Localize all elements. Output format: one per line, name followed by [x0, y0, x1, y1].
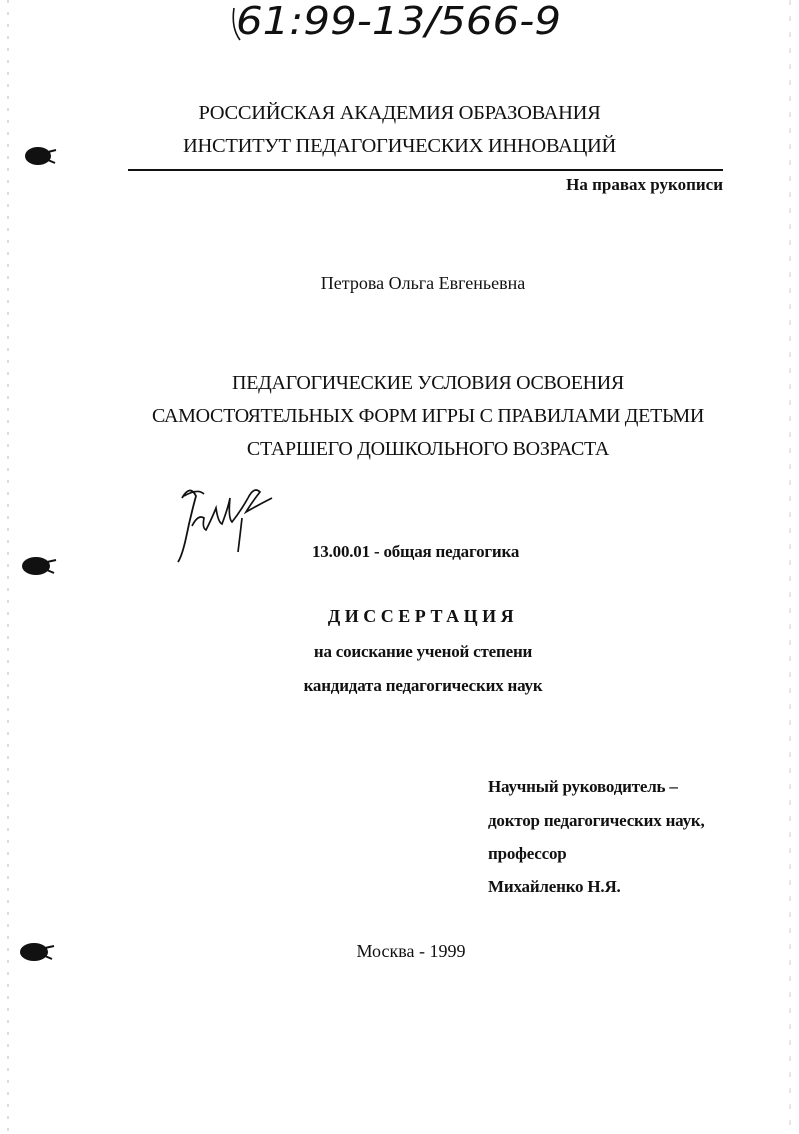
thesis-title-line-1: ПЕДАГОГИЧЕСКИЕ УСЛОВИЯ ОСВОЕНИЯ [232, 372, 624, 394]
advisor-title: профессор [488, 844, 567, 863]
specialty-code: 13.00.01 - общая педагогика [312, 542, 520, 561]
advisor-degree: доктор педагогических наук, [488, 811, 705, 830]
thesis-title-line-3: СТАРШЕГО ДОШКОЛЬНОГО ВОЗРАСТА [246, 438, 610, 460]
degree-line-1: на соискание ученой степени [313, 642, 533, 661]
binding-holes-artwork [0, 0, 60, 1134]
right-scan-edge [784, 0, 796, 1134]
organization-line-2: ИНСТИТУТ ПЕДАГОГИЧЕСКИХ ИННОВАЦИЙ [182, 135, 617, 157]
dissertation-label-text: ДИССЕРТАЦИЯ [327, 606, 519, 626]
author-name: Петрова Ольга Евгеньевна [320, 273, 526, 293]
dissertation-label [0, 606, 799, 627]
organization-line-1: РОССИЙСКАЯ АКАДЕМИЯ ОБРАЗОВАНИЯ [198, 102, 601, 124]
author-signature [168, 478, 278, 568]
advisor-role: Научный руководитель – [488, 777, 678, 796]
place-and-year: Москва - 1999 [356, 941, 466, 961]
thesis-title-line-2: САМОСТОЯТЕЛЬНЫХ ФОРМ ИГРЫ С ПРАВИЛАМИ ДЕТЬМИ [151, 405, 704, 427]
header-divider [128, 169, 723, 171]
advisor-name: Михайленко Н.Я. [488, 877, 621, 896]
svg-text:61:99-13/566-9: 61:99-13/566-9 [236, 0, 561, 43]
handwritten-catalog-number [228, 0, 588, 48]
manuscript-note: На правах рукописи [566, 175, 723, 194]
degree-line-2: кандидата педагогических наук [303, 676, 543, 695]
binding-hole-middle [22, 557, 50, 575]
